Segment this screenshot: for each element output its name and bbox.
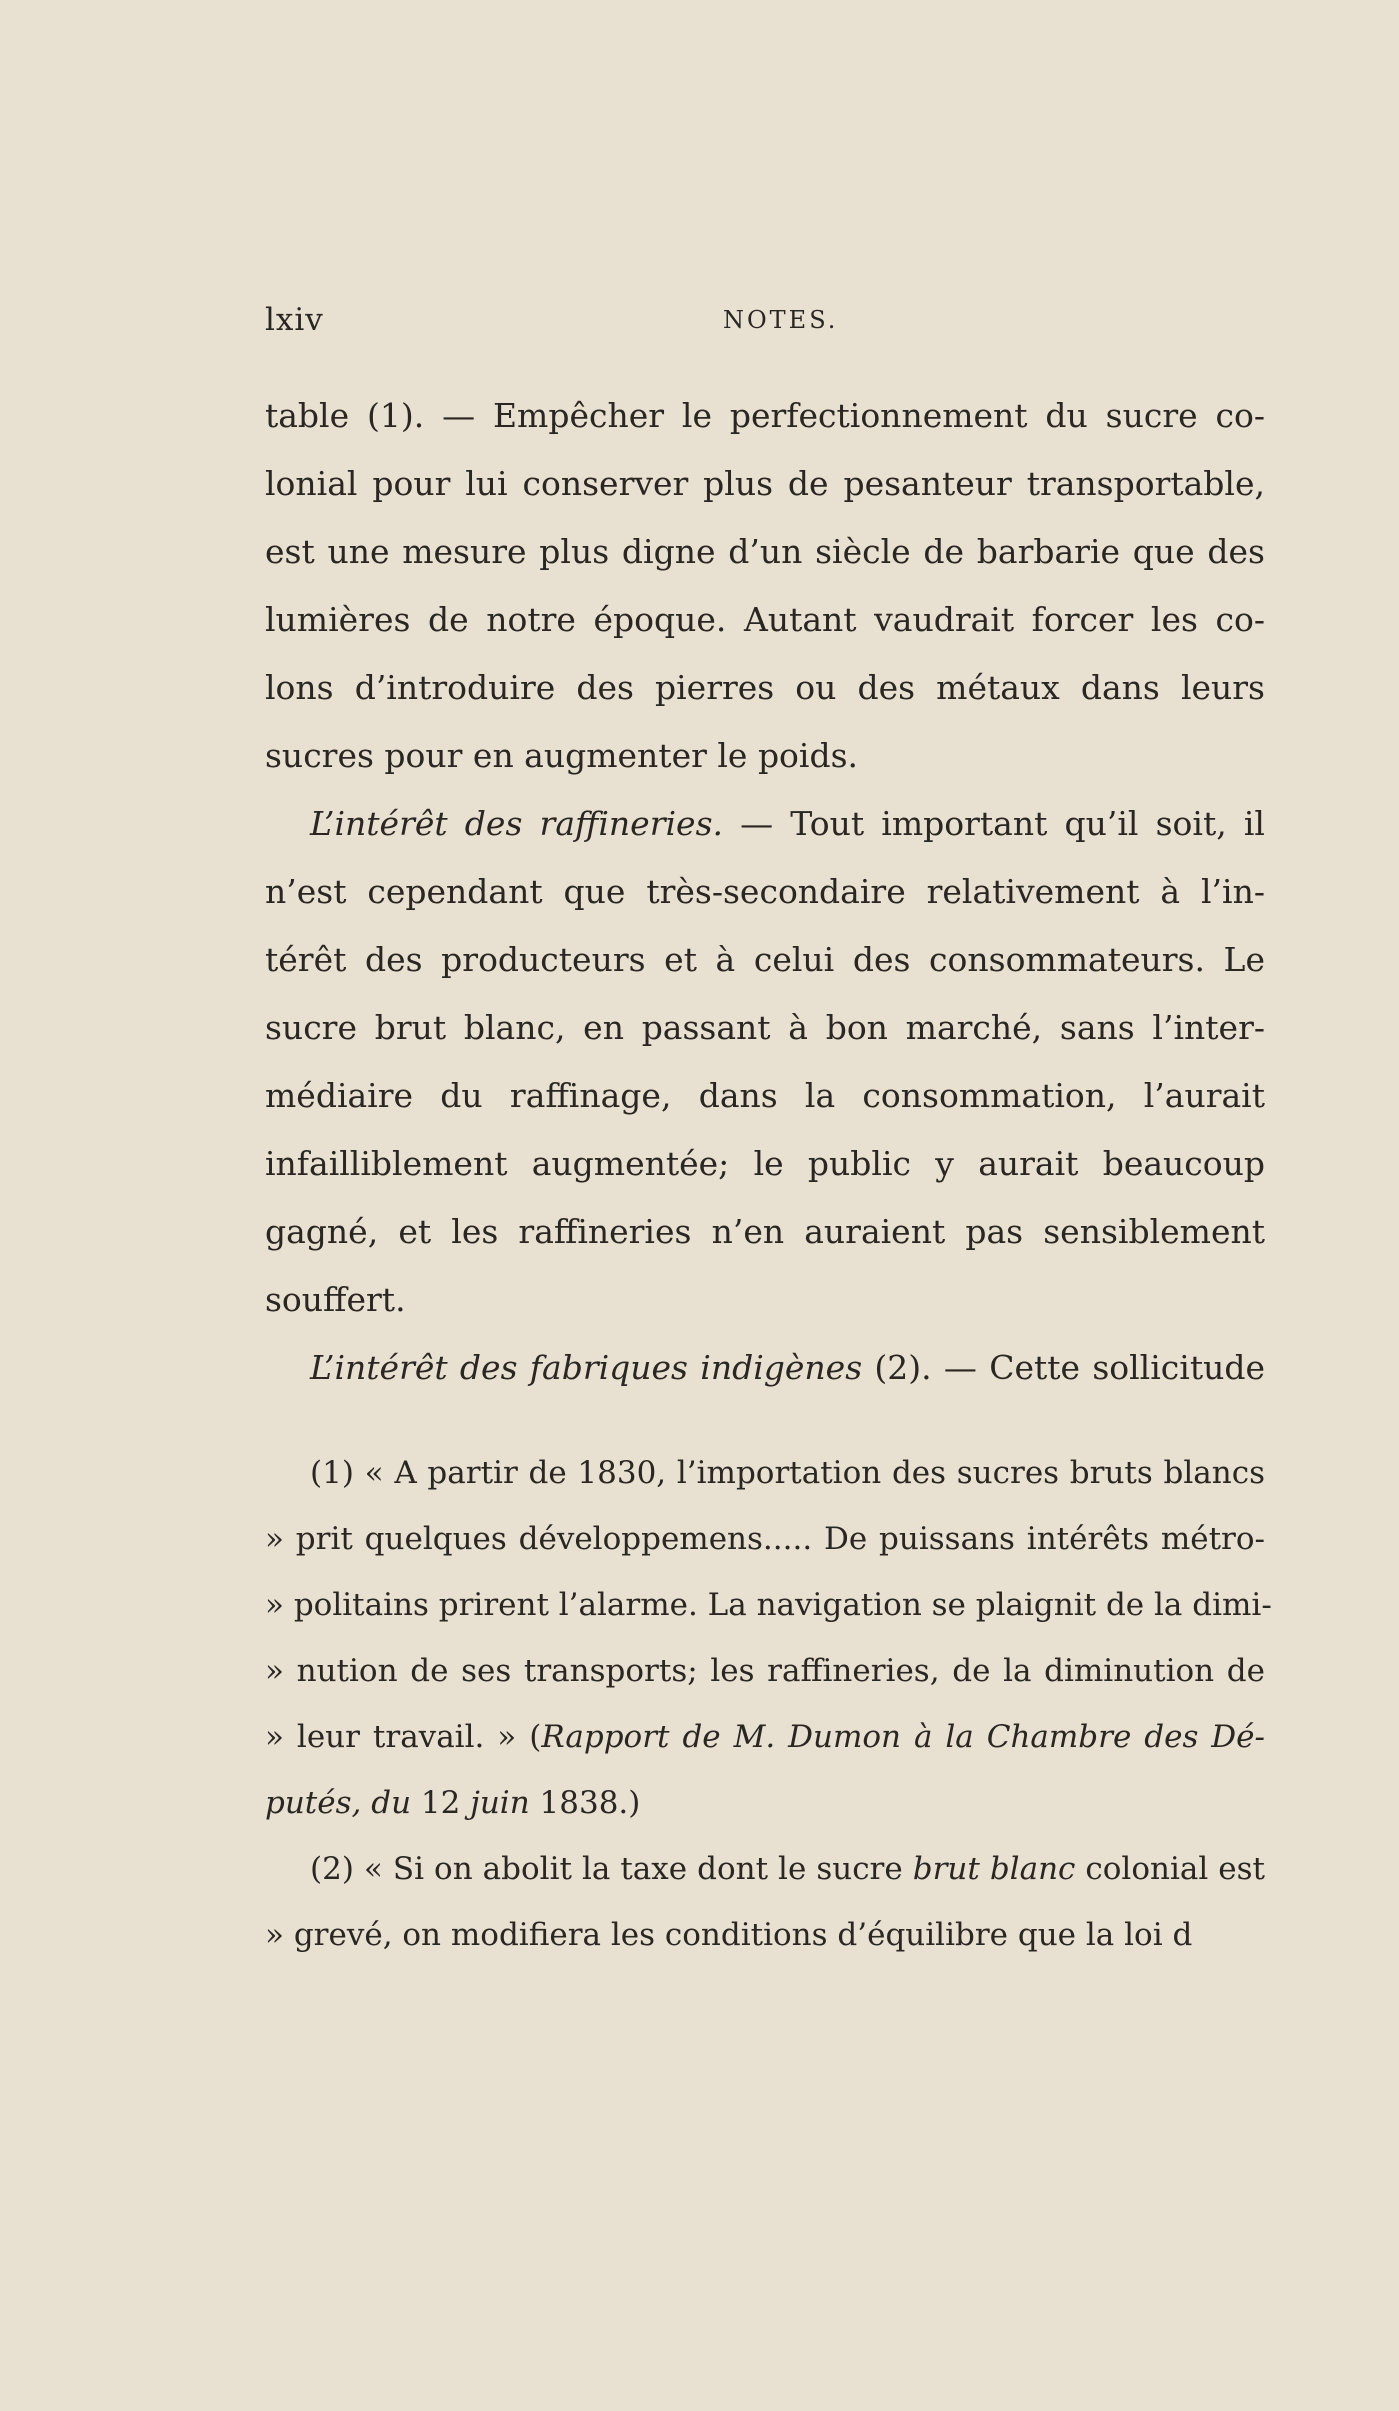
page-header [265, 302, 1265, 352]
text-fragment: colonial est [1075, 1851, 1266, 1887]
text-line: sucre brut blanc, en passant à bon marché, sans l’inter- [265, 1008, 1265, 1047]
paragraph-heading-line [265, 1334, 1265, 1402]
footnote-line: » nution de ses transports; les raffineries, de la diminution de [265, 1653, 1265, 1689]
paragraph-heading-line [265, 790, 1265, 858]
citation-title: putés, du [265, 1785, 412, 1821]
section-heading-fabriques: L’intérêt des fabriques indigènes [310, 1348, 863, 1387]
text-line: n’est cependant que très-secondaire relativement à l’in- [265, 872, 1265, 911]
text-line: lons d’introduire des pierres ou des métaux dans leurs [265, 668, 1265, 707]
text-line: souffert. [265, 1280, 406, 1319]
text-line: lumières de notre époque. Autant vaudrait forcer les co- [265, 600, 1265, 639]
page-number: lxiv [265, 302, 324, 338]
emphasis-text: brut blanc [912, 1851, 1076, 1887]
footnote-line [265, 1770, 1265, 1836]
citation-title: Rapport de M. Dumon à la Chambre des Dé- [541, 1719, 1265, 1755]
text-fragment: 1838.) [529, 1785, 641, 1821]
text-fragment: » leur travail. » ( [265, 1719, 542, 1755]
citation-month: juin [470, 1785, 530, 1821]
footnote-line: » politains prirent l’alarme. La navigation se plaignit de la dimi- [265, 1587, 1272, 1623]
text-line: térêt des producteurs et à celui des consommateurs. Le [265, 940, 1265, 979]
text-line: médiaire du raffinage, dans la consommation, l’aurait [265, 1076, 1265, 1115]
text-line: sucres pour en augmenter le poids. [265, 736, 859, 775]
footnote-line [265, 1836, 1265, 1902]
text-fragment: (2). — Cette sollicitude [862, 1348, 1265, 1387]
text-line: infailliblement augmentée; le public y aurait beaucoup [265, 1144, 1265, 1183]
footnote-line [265, 1704, 1265, 1770]
footnote-line: » grevé, on modifiera les conditions d’équilibre que la loi d [265, 1917, 1193, 1953]
text-fragment: — Tout important qu’il soit, il [723, 804, 1265, 843]
text-line: est une mesure plus digne d’un siècle de barbarie que des [265, 532, 1265, 571]
running-head: NOTES. [723, 306, 839, 334]
text-line: table (1). — Empêcher le perfectionnement du sucre co- [265, 396, 1265, 435]
text-fragment: 12 [411, 1785, 471, 1821]
main-text [265, 382, 1265, 1402]
text-line: gagné, et les raffineries n’en auraient pas sensiblement [265, 1212, 1265, 1251]
text-fragment: (2) « Si on abolit la taxe dont le sucre [310, 1851, 913, 1887]
section-heading-raffineries: L’intérêt des raffineries. [310, 804, 723, 843]
footnote-line: (1) « A partir de 1830, l’importation des sucres bruts blancs [310, 1455, 1265, 1491]
footnote-line: » prit quelques développemens..... De puissans intérêts métro- [265, 1521, 1265, 1557]
text-line: lonial pour lui conserver plus de pesanteur transportable, [265, 464, 1265, 503]
footnotes [265, 1440, 1272, 1968]
